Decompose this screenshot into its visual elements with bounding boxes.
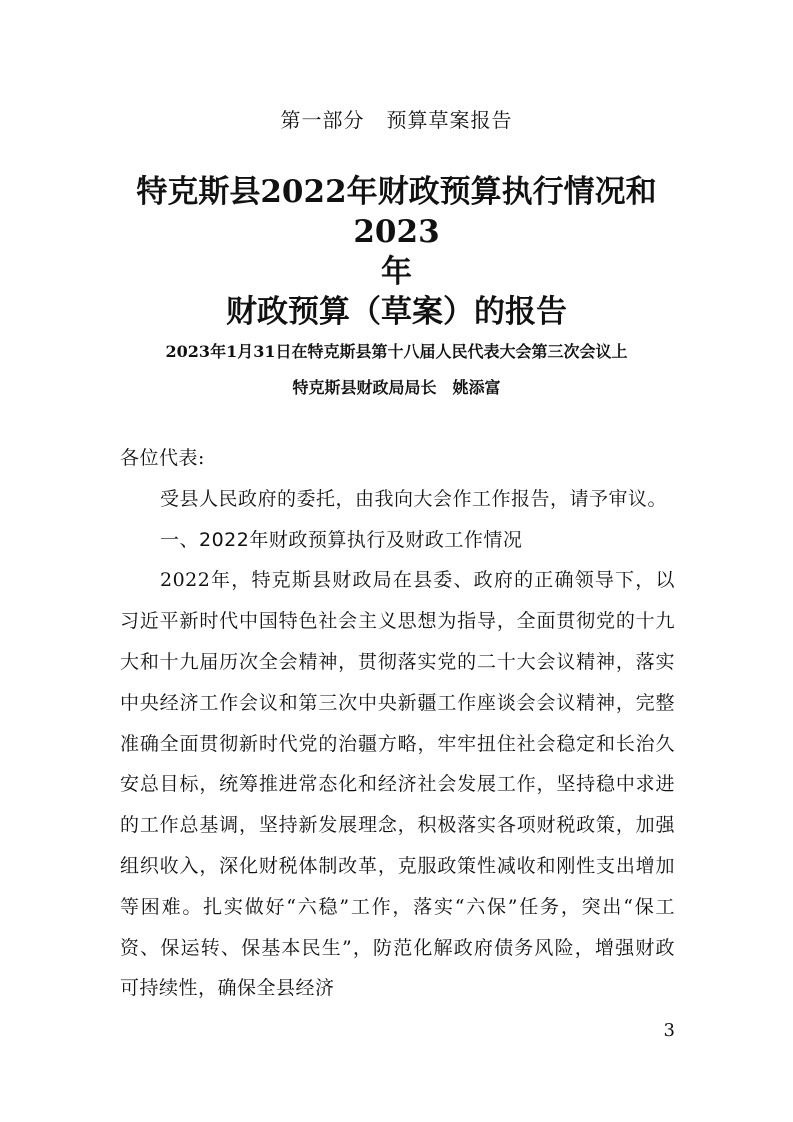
- speaker-line: [0, 370, 793, 406]
- report-title-line-2: 年: [381, 254, 412, 290]
- body-paragraph: 受县人民政府的委托，由我向大会作工作报告，请予审议。: [160, 487, 668, 510]
- meeting-date-line: 2023年1月31日在特克斯县第十八届人民代表大会第三次会议上: [165, 342, 628, 361]
- page-number: 3: [663, 1020, 675, 1041]
- report-subtitle: [0, 334, 793, 406]
- report-title: [110, 172, 683, 332]
- body-paragraph: 2022年，特克斯县财政局在县委、政府的正确领导下，以习近平新时代中国特色社会主义思想为指导，全面贯彻党的十九大和十九届历次全会精神，贯彻落实党的二十大会议精神，落实中央经济工作会议和第三次中央新疆工作座谈会会议精神，完整准确全面贯彻新时代党的治疆方略，牢牢扭住社会稳定和长治久安总目标，统筹推进常态化和经济社会发展工作，坚持稳中求进的工作总基调，坚持新发展理念，积极落实各项财税政策，加强组织收入，深化财税体制改革，克服政策性减收和刚性支出增加等困难。扎实做好“六稳”工作，落实“六保”任务，突出“保工资、保运转、保基本民生”，防范化解政府债务风险，增强财政可持续性，确保全县经济: [120, 569, 675, 1000]
- report-title-line-1: 特克斯县2022年财政预算执行情况和2023: [136, 174, 657, 250]
- speaker-title: 特克斯县财政局局长: [292, 378, 437, 397]
- section-name: 预算草案报告: [386, 108, 513, 132]
- section-heading: 一、2022年财政预算执行及财政工作情况: [160, 528, 523, 551]
- section-part: 第一部分: [280, 108, 365, 132]
- report-body: [120, 438, 675, 1009]
- section-label: [0, 104, 793, 133]
- salutation: 各位代表:: [120, 447, 205, 469]
- report-title-line-3: 财政预算（草案）的报告: [226, 294, 567, 330]
- speaker-name: 姚添富: [452, 378, 501, 397]
